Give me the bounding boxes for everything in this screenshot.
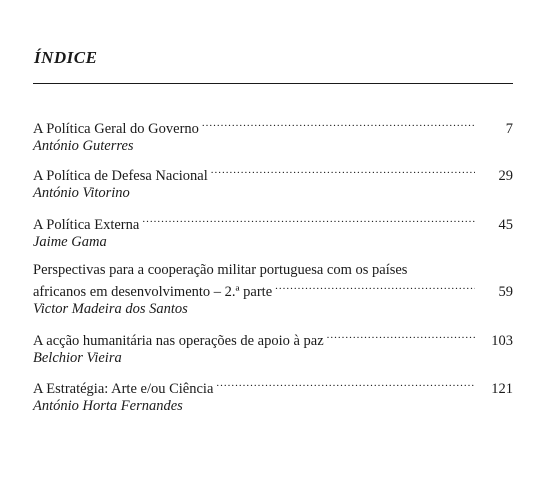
- toc-entry-line: [33, 328, 513, 350]
- toc-entry-page: 59: [498, 284, 513, 300]
- toc-entry[interactable]: [33, 376, 513, 415]
- toc-entry-author: Belchior Vieira: [33, 350, 122, 366]
- toc-entry-line: [33, 212, 513, 234]
- toc-entry[interactable]: [33, 212, 513, 251]
- toc-entry-title: A acção humanitária nas operações de apoio à paz: [33, 333, 324, 349]
- toc-entry-author: Victor Madeira dos Santos: [33, 301, 188, 317]
- dot-leader: [216, 376, 475, 393]
- toc-entry-page: 7: [505, 121, 513, 137]
- toc-entry-title: A Estratégia: Arte e/ou Ciência: [33, 381, 214, 397]
- toc-entry-author: António Guterres: [33, 138, 134, 154]
- toc-entry-page: 29: [498, 168, 513, 184]
- toc-entry[interactable]: [33, 328, 513, 367]
- page-title: ÍNDICE: [34, 48, 98, 67]
- toc-entry-line: [33, 279, 513, 301]
- dot-leader: [275, 279, 475, 296]
- toc-entry-page: 45: [498, 217, 513, 233]
- toc-entry-page: 103: [491, 333, 513, 349]
- toc-entry-line: [33, 116, 513, 138]
- toc-entry-author: António Vitorino: [33, 185, 130, 201]
- toc-entry-title: A Política de Defesa Nacional: [33, 168, 208, 184]
- toc-entry-title-line1: Perspectivas para a cooperação militar portuguesa com os países: [33, 262, 408, 278]
- toc-entry[interactable]: [33, 116, 513, 155]
- dot-leader: [142, 212, 475, 229]
- dot-leader: [211, 163, 475, 180]
- dot-leader: [202, 116, 475, 133]
- toc-entry-author: Jaime Gama: [33, 234, 107, 250]
- dot-leader: [327, 328, 475, 345]
- toc-entry-title: A Política Geral do Governo: [33, 121, 199, 137]
- toc-entry-line: [33, 376, 513, 398]
- toc-entry-line: [33, 163, 513, 185]
- toc-entry[interactable]: [33, 163, 513, 202]
- toc-entry-author: António Horta Fernandes: [33, 398, 183, 414]
- title-divider: [33, 83, 513, 84]
- toc-entry-page: 121: [491, 381, 513, 397]
- toc-entry-title: A Política Externa: [33, 217, 140, 233]
- toc-entry-title-line2: africanos em desenvolvimento – 2.ª parte: [33, 284, 273, 300]
- toc-entry[interactable]: [33, 262, 513, 318]
